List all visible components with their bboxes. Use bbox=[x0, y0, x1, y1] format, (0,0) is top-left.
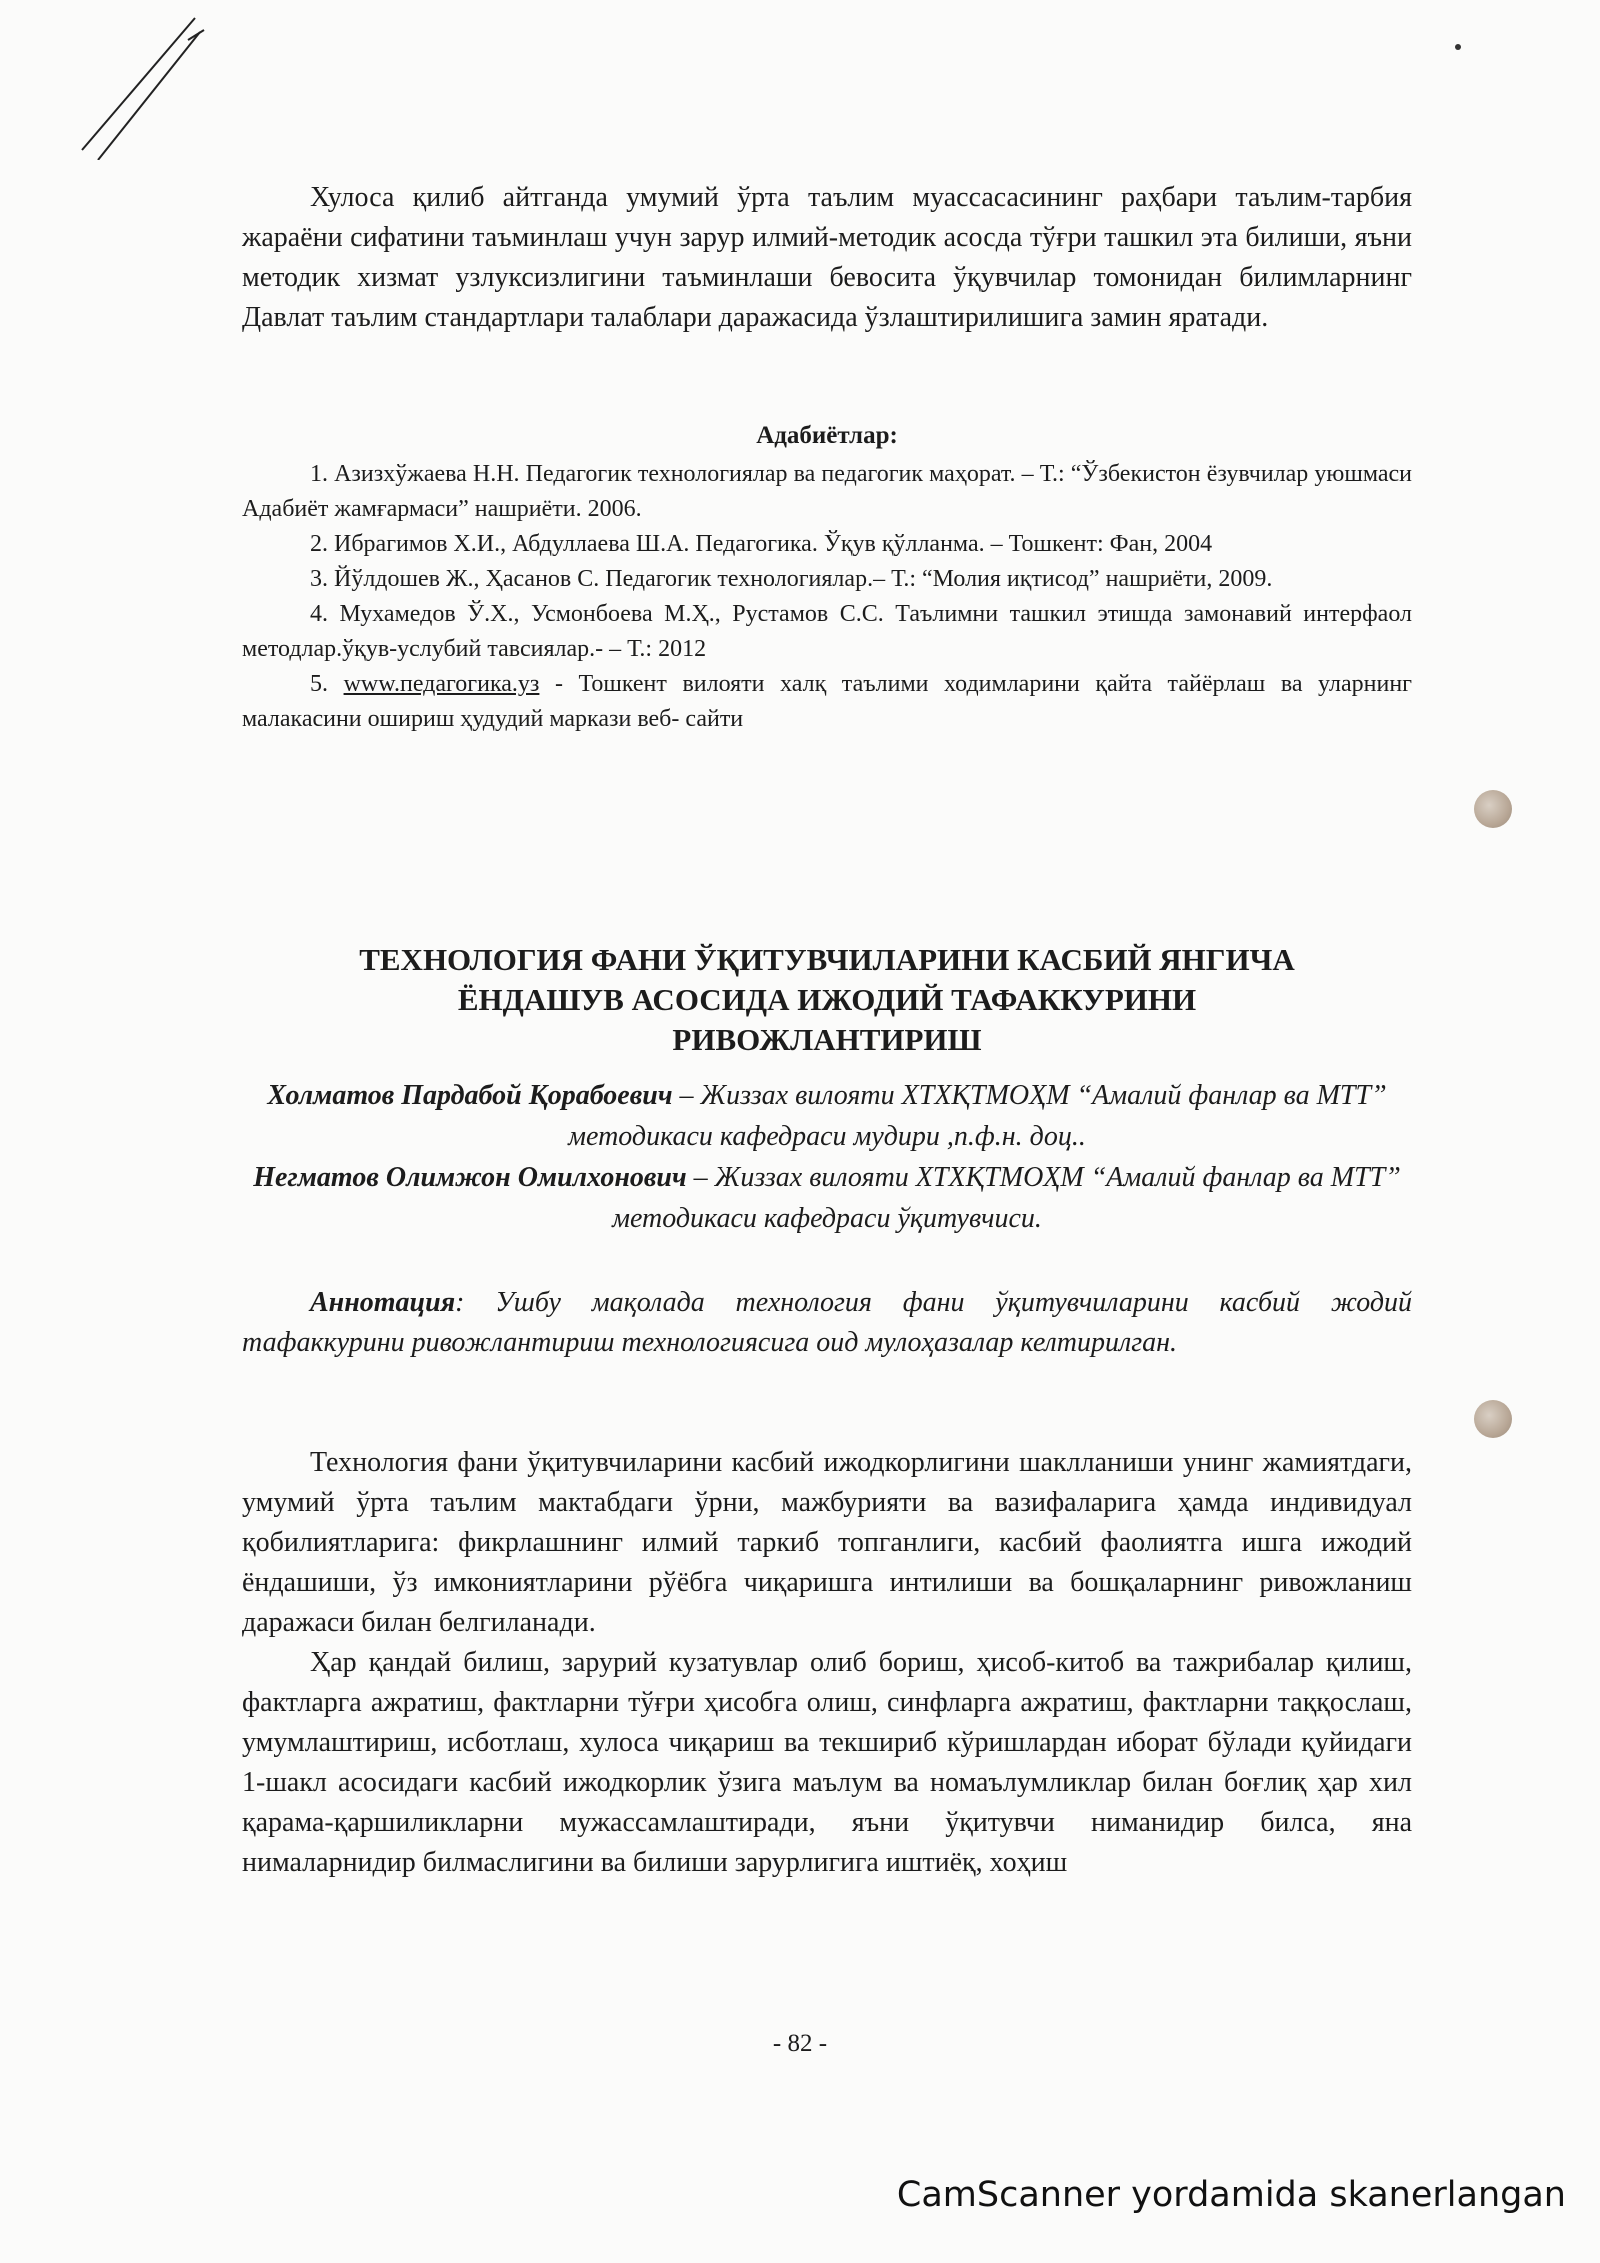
page-number: - 82 - bbox=[772, 2030, 828, 2057]
annotation bbox=[242, 1283, 1412, 1363]
scan-speck bbox=[1455, 44, 1461, 50]
reference-link[interactable]: www.педагогика.уз bbox=[343, 671, 540, 697]
reference-item: 2. Ибрагимов Х.И., Абдуллаева Ш.А. Педагогика. Ўқув қўлланма. – Тошкент: Фан, 2004 bbox=[310, 531, 1213, 557]
article-title-line: РИВОЖЛАНТИРИШ bbox=[672, 1022, 982, 1057]
author-affiliation: – Жиззах вилояти ХТХҚТМОҲМ “Амалий фанлар ва МТТ” методикаси кафедраси мудири ,п.ф.н. доц.. bbox=[568, 1080, 1387, 1152]
reference-item bbox=[242, 667, 1412, 737]
body-paragraph: Технология фани ўқитувчиларини касбий ижодкорлигини шаклланиши унинг жамиятдаги, умумий ўрта таълим мактабдаги ўрни, мажбурияти ва вазифаларига ҳамда индивидуал қобилиятларига: фикрлашнинг илмий таркиб топганлиги, касбий фаолиятга ишга ижодий ёндашиши, ўз имкониятларини рўёбга чиқаришга интилиши ва бошқаларнинг ривожланиш даражаси билан белгиланади. bbox=[242, 1447, 1412, 1638]
reference-item: 4. Мухамедов Ў.Х., Усмонбоева М.Ҳ., Рустамов С.С. Таълимни ташкил этишда замонавий интерфаол методлар.ўқув-услубий тавсиялар.- – Т.: 2012 bbox=[242, 601, 1412, 662]
scanner-watermark: CamScanner yordamida skanerlangan bbox=[896, 2175, 1566, 2215]
authors-block bbox=[242, 1075, 1412, 1239]
binder-hole bbox=[1474, 1400, 1512, 1438]
references-title: Адабиётлар: bbox=[756, 422, 898, 449]
article-body bbox=[242, 1443, 1412, 1883]
author-entry bbox=[242, 1075, 1412, 1157]
author-affiliation: – Жиззах вилояти ХТХҚТМОҲМ “Амалий фанлар ва МТТ” методикаси кафедраси ўқитувчиси. bbox=[612, 1162, 1401, 1234]
article-title bbox=[242, 940, 1412, 1060]
article-title-line: ЁНДАШУВ АСОСИДА ИЖОДИЙ ТАФАККУРИНИ bbox=[457, 982, 1197, 1017]
intro-paragraph: Хулоса қилиб айтганда умумий ўрта таълим муассасасининг раҳбари таълим-тарбия жараёни сифатини таъминлаш учун зарур илмий-методик асосда тўғри ташкил эта билиши, яъни методик хизмат узлуксизлигини таъминлаши бевосита ўқувчилар томонидан билимларнинг Давлат таълим стандартлари талаблари даражасида ўзлаштирилишига замин яратади. bbox=[242, 182, 1412, 333]
margin-pen-marks bbox=[70, 10, 210, 160]
author-name: Негматов Олимжон Омилхонович bbox=[253, 1162, 687, 1193]
annotation-text: : Ушбу мақолада технология фани ўқитувчиларини касбий жодий тафаккурини ривожлантириш технологиясига оид мулоҳазалар келтирилган. bbox=[242, 1287, 1412, 1358]
annotation-label: Аннотация bbox=[310, 1287, 456, 1318]
reference-number: 5. bbox=[310, 671, 344, 697]
article-title-line: ТЕХНОЛОГИЯ ФАНИ ЎҚИТУВЧИЛАРИНИ КАСБИЙ ЯНГИЧА bbox=[359, 942, 1295, 977]
author-entry bbox=[242, 1157, 1412, 1239]
author-name: Холматов Пардабой Қорабоевич bbox=[267, 1080, 673, 1111]
body-paragraph: Ҳар қандай билиш, зарурий кузатувлар олиб бориш, ҳисоб-китоб ва тажрибалар қилиш, фактларга ажратиш, фактларни тўғри ҳисобга олиш, синфларга ажратиш, фактларни таққослаш, умумлаштириш, исботлаш, хулоса чиқариш ва текшириб кўришлардан иборат бўлади қуйидаги 1-шакл асосидаги касбий ижодкорлик ўзига маълум ва номаълумликлар билан боғлиқ ҳар хил қарама-қаршиликларни мужассамлаштиради, яъни ўқитувчи ниманидир билса, яна нималарнидир билмаслигини ва билиши зарурлигига иштиёқ, хоҳиш bbox=[242, 1647, 1412, 1878]
reference-text: - Тошкент вилояти халқ таълими ходимларини қайта тайёрлаш ва уларнинг малакасини ошириш ҳудудий маркази веб- сайти bbox=[242, 671, 1413, 732]
references-section bbox=[242, 418, 1412, 737]
reference-item: 3. Йўлдошев Ж., Ҳасанов С. Педагогик технологиялар.– Т.: “Молия иқтисод” нашриёти, 2009. bbox=[310, 566, 1273, 592]
reference-item: 1. Азизхўжаева Н.Н. Педагогик технологиялар ва педагогик маҳорат. – Т.: “Ўзбекистон ёзувчилар уюшмаси Адабиёт жамғармаси” нашриёти. 2006. bbox=[242, 461, 1412, 522]
binder-hole bbox=[1474, 790, 1512, 828]
